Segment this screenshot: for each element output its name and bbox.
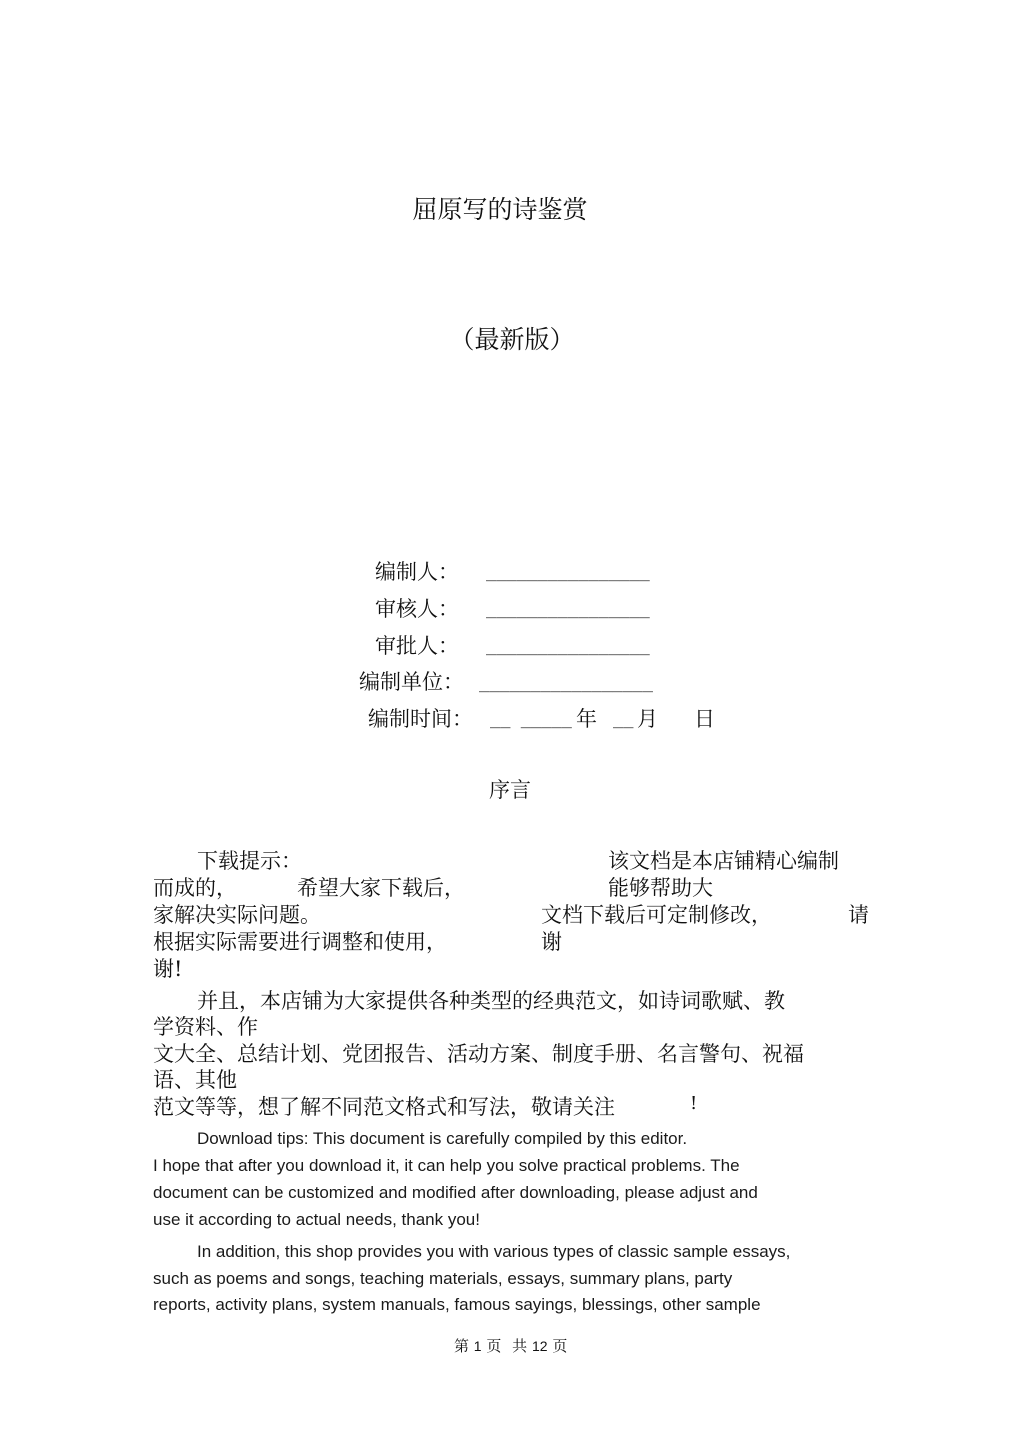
zh-more-text: ! (690, 1093, 698, 1114)
zh-tip-text: 文档下载后可定制修改， (541, 903, 772, 927)
date-month-label: 月 (637, 707, 658, 731)
zh-more-text: 语、其他 (153, 1068, 237, 1092)
zh-tip-text: 谢! (153, 957, 183, 981)
date-blank-month: __ (613, 709, 634, 729)
en-tip-text: Download tips: This document is carefully compiled by this editor. (197, 1129, 688, 1148)
document-title: 屈原写的诗鉴赏 (412, 195, 588, 224)
preface-heading: 序言 (489, 778, 531, 802)
footer-page-word: 页 (486, 1337, 502, 1355)
page-footer (454, 1335, 567, 1356)
en-tip-text: I hope that after you download it, it can help you solve practical problems. The (153, 1156, 740, 1175)
date-blank-year: __ _____ (490, 709, 572, 729)
en-tip-text: use it according to actual needs, thank you! (153, 1210, 480, 1229)
field-label-unit: 编制单位： (359, 670, 464, 694)
en-tip-text: document can be customized and modified after downloading, please adjust and (153, 1183, 758, 1202)
field-blank-compiler: ________________ (486, 562, 650, 582)
footer-total-pages: 12 (531, 1338, 548, 1354)
zh-tip-text: 谢 (541, 930, 562, 954)
document-subtitle: （最新版） (449, 325, 575, 354)
footer-total-word: 共 (512, 1337, 528, 1355)
field-blank-unit: _________________ (479, 673, 653, 693)
footer-page-number: 1 (473, 1338, 482, 1354)
zh-tip-text: 根据实际需要进行调整和使用， (153, 930, 447, 954)
en-more-text: In addition, this shop provides you with various types of classic sample essays, (197, 1242, 791, 1261)
zh-tip-text: 家解决实际问题。 (153, 903, 321, 927)
field-label-reviewer: 审核人： (375, 597, 459, 621)
zh-more-text: 并且，本店铺为大家提供各种类型的经典范文，如诗词歌赋、教 (197, 989, 785, 1013)
footer-prefix: 第 (454, 1337, 470, 1355)
zh-tip-text: 请 (848, 903, 869, 927)
date-day-label: 日 (694, 707, 715, 731)
zh-tip-text: 希望大家下载后， (297, 876, 465, 900)
zh-more-text: 范文等等，想了解不同范文格式和写法，敬请关注 (153, 1095, 615, 1119)
field-blank-reviewer: ________________ (486, 599, 650, 619)
zh-more-text: 学资料、作 (153, 1015, 258, 1039)
footer-suffix: 页 (552, 1337, 568, 1355)
en-more-text: reports, activity plans, system manuals, famous sayings, blessings, other sample (153, 1295, 761, 1314)
date-year-label: 年 (576, 707, 597, 731)
field-label-compiler: 编制人： (375, 560, 459, 584)
zh-tip-text: 能够帮助大 (608, 876, 713, 900)
zh-tip-text: 而成的， (153, 876, 237, 900)
zh-more-text: 文大全、总结计划、党团报告、活动方案、制度手册、名言警句、祝福 (153, 1042, 804, 1066)
zh-tip-text: 该文档是本店铺精心编制 (608, 849, 839, 873)
en-more-text: such as poems and songs, teaching materials, essays, summary plans, party (153, 1269, 733, 1288)
zh-tip-text: 下载提示： (197, 849, 302, 873)
field-label-approver: 审批人： (375, 634, 459, 658)
field-label-date: 编制时间： (368, 707, 473, 731)
field-blank-approver: ________________ (486, 636, 650, 656)
